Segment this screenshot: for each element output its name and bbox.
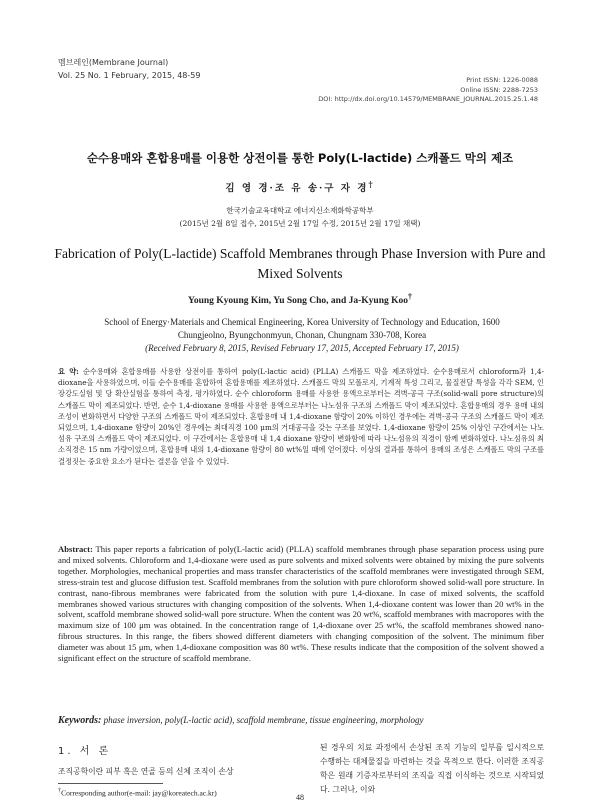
- issn-block: [318, 76, 538, 105]
- korean-abstract-label: 요 약:: [58, 367, 79, 376]
- volume-info: Vol. 25 No. 1 February, 2015, 48-59: [58, 71, 201, 80]
- english-dates: (Received February 8, 2015, Revised February 17, 2015, Accepted February 17, 2015): [145, 343, 459, 353]
- english-title: Fabrication of Poly(L-lactide) Scaffold Membranes through Phase Inversion with Pure and Mixed Solvents: [54, 246, 546, 281]
- english-authors: [40, 292, 560, 306]
- footnote: [58, 786, 217, 798]
- doi-link[interactable]: DOI: http://dx.doi.org/10.14579/MEMBRANE_JOURNAL.2015.25.1.48: [318, 95, 538, 103]
- keywords: [58, 715, 544, 726]
- korean-dates: (2015년 2월 8일 접수, 2015년 2월 17일 수정, 2015년 2월 17일 채택): [179, 219, 421, 228]
- english-affiliation-line2: Chungjeolno, Byungchonmyun, Chonan, Chungnam 330-708, Korea: [177, 330, 427, 340]
- english-abstract-label: Abstract:: [58, 544, 93, 554]
- korean-authors: [40, 180, 560, 194]
- journal-name: 멤브레인(Membrane Journal): [58, 58, 169, 67]
- english-author-names: Young Kyoung Kim, Yu Song Cho, and Ja-Kyung Koo: [188, 296, 409, 307]
- english-abstract: [58, 544, 544, 664]
- journal-header: [58, 56, 200, 82]
- right-column-text: 된 경우의 치료 과정에서 손상된 조직 기능의 일부를 일시적으로 수행하는 대체물질을 마련하는 것을 목적으로 한다. 이러한 조직공학은 원래 기증자로부터의 조직을 직접 이식하는 것으로 시작되었다. 그러나, 이와: [320, 743, 544, 794]
- keywords-text: phase inversion, poly(L-lactic acid), scaffold membrane, tissue engineering, morphology: [103, 715, 424, 725]
- korean-author-names: 김 영 경·조 유 송·구 자 경: [225, 183, 369, 195]
- footnote-divider: [58, 783, 163, 784]
- english-corresponding-mark: †: [408, 292, 412, 301]
- english-affiliation-line1: School of Energy·Materials and Chemical Engineering, Korea University of Technology and Education, 1600: [104, 317, 500, 327]
- footnote-text: Corresponding author(e-mail: jay@koreatech.ac.kr): [61, 788, 217, 798]
- korean-abstract: [58, 366, 544, 467]
- keywords-label: Keywords:: [58, 715, 102, 726]
- corresponding-mark: †: [368, 180, 375, 189]
- english-abstract-text: This paper reports a fabrication of poly(L-lactic acid) (PLLA) scaffold membranes through phase separation process using pure and mixed solvents. Chloroform and 1,4-dioxane were used as pure solvents and mixed solvents were obtained by mixing the pure solvents together. Morphologies, mechanical properties and mass transfer characteristics of the scaffold membranes were investigated through SEM, stress-strain test and glucose diffusion test. Scaffold membranes from the solution with pure chloroform showed solid-wall pore structure. In contrast, nano-fibrous membranes were fabricated from the solution with pure 1,4-dioxane. In case of mixed solvents, the scaffold membranes showed various structures with changing composition of the solvents. When 1,4-dioxane content was lower than 20 wt% in the solvent, scaffold membrane showed solid-wall pore structure. When the content was 20 wt%, scaffold membranes with macropores with the maximum size of 100 μm was obtained. In the concentration range of 1,4-dioxane over 25 wt%, the scaffold membranes showed nano-fibrous structures. In this range, the fibers showed different diameters with changing composition of the solvent. The minimum fiber diameter was about 15 μm, when 1,4-dioxane composition was 80 wt%. These results indicate that the composition of the solvent showed a significant effect on the structure of scaffold membrane.: [58, 544, 544, 664]
- print-issn: Print ISSN: 1226-0088: [466, 76, 538, 84]
- section-heading: 1. 서 론: [58, 746, 112, 757]
- korean-affiliation: 한국기술교육대학교 에너지신소재화학공학부: [226, 206, 374, 215]
- footnote-mark: †: [58, 787, 62, 794]
- korean-abstract-text: 순수용매와 혼합용매를 사용한 상전이를 통하여 poly(L-lactic acid) (PLLA) 스캐폴드 막을 제조하였다. 순수용매로서 chloroform과 1,4-dioxane을 사용하였으며, 이들 순수용매를 혼합하여 혼합용매를 제조하였다. 스캐폴드 막의 모폴로지, 기계적 특성 그리고, 물질전달 특성을 각각 SEM, 인장강도실험 및 당 확산실험을 통하여 측정, 평가하였다. 순수 chloroform 용매를 사용한 용액으로부터는 격벽-공극 구조(solid-wall pore structure)의 스캐폴드 막이 제조되었다. 반면, 순수 1,4-dioxane 용매를 사용한 용액으로부터는 나노섬유 구조의 스캐폴드 막이 제조되었다. 혼합용매의 경우 용매 내의 조성이 변화하면서 다양한 구조의 스캐폴드 막이 제조되었다. 혼합용매 내 1,4-dioxane 함량이 20% 이하인 경우에는 격벽-공극 구조의 스캐폴드 막이 제조되었으며, 1,4-dioxane 함량이 20%인 경우에는 최대직경 100 μm의 거대공극을 갖는 구조를 보였다. 1,4-dioxane 함량이 25% 이상인 구간에서는 나노섬유 구조의 스캐폴드 막이 제조되었다. 이 구간에서는 혼합용매 내 1,4 dioxane 함량이 변화함에 따라 나노섬유의 직경이 함께 변화하였다. 나노섬유의 최소직경은 15 nm 가량이었으며, 혼합용매 내의 1,4-dioxane 함량이 80 wt%일 때에 얻어졌다. 이상의 결과를 통하여 용매의 조성은 스캐폴드 막의 구조를 결정짓는 중요한 요소가 된다는 결론을 얻을 수 있었다.: [58, 367, 544, 466]
- online-issn: Online ISSN: 2288-7253: [460, 85, 538, 94]
- korean-title: 순수용매와 혼합용매를 이용한 상전이를 통한 Poly(L-lactide) 스캐폴드 막의 제조: [86, 151, 514, 165]
- english-affiliation: [52, 316, 552, 355]
- left-column-text: 조직공학이란 피부 혹은 연골 등의 신체 조직이 손상: [58, 767, 234, 776]
- page-number: 48: [296, 793, 304, 802]
